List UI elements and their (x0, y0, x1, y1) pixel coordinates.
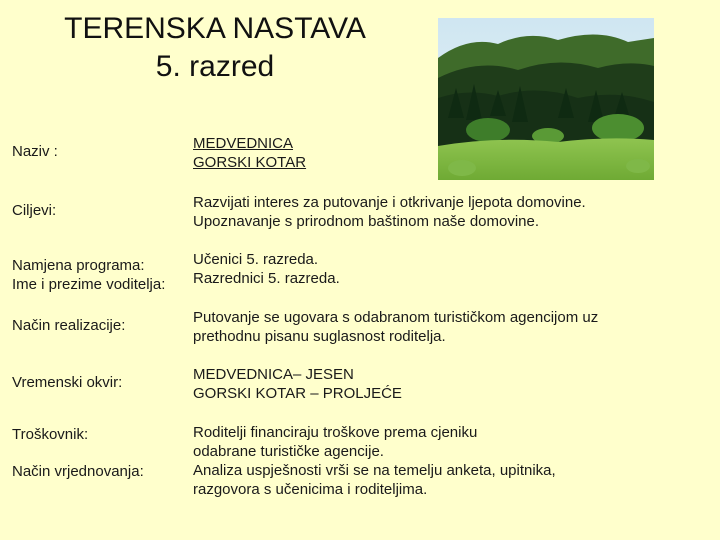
vremenski-okvir-line-1: MEDVEDNICA– JESEN (193, 366, 354, 383)
title-line-1: TERENSKA NASTAVA (64, 12, 366, 45)
label-namjena (12, 256, 192, 294)
nacin-vrjednovanja-line-1: Analiza uspješnosti vrši se na temelju anketa, upitnika, (193, 462, 556, 479)
namjena-label-line-2: Ime i prezime voditelja: (12, 276, 166, 293)
label-nacin-vrjednovanja: Način vrjednovanja: (12, 463, 144, 480)
value-troskovnik (193, 423, 663, 461)
naziv-line-2: GORSKI KOTAR (193, 154, 307, 171)
value-vremenski-okvir (193, 365, 663, 403)
value-naziv (193, 134, 663, 172)
ciljevi-line-2: Upoznavanje s prirodnom baštinom naše domovine. (193, 213, 540, 230)
title-line-2: 5. razred (155, 50, 275, 83)
nacin-realizacije-line-1: Putovanje se ugovara s odabranom turističkom agencijom uz (193, 309, 599, 326)
label-troskovnik: Troškovnik: (12, 426, 89, 443)
label-vremenski-okvir: Vremenski okvir: (12, 374, 123, 391)
naziv-line-1: MEDVEDNICA (193, 135, 294, 152)
value-nacin-realizacije (193, 308, 663, 346)
troskovnik-line-2: odabrane turističke agencije. (193, 443, 384, 460)
value-namjena (193, 250, 663, 288)
nacin-realizacije-line-2: prethodnu pisanu suglasnost roditelja. (193, 328, 446, 345)
namjena-line-1: Učenici 5. razreda. (193, 251, 319, 268)
ciljevi-line-1: Razvijati interes za putovanje i otkrivanje ljepota domovine. (193, 194, 586, 211)
namjena-label-line-1: Namjena programa: (12, 257, 145, 274)
nacin-vrjednovanja-line-2: razgovora s učenicima i roditeljima. (193, 481, 428, 498)
value-ciljevi (193, 193, 663, 231)
vremenski-okvir-line-2: GORSKI KOTAR – PROLJEĆE (193, 385, 402, 402)
label-ciljevi: Ciljevi: (12, 202, 57, 219)
troskovnik-line-1: Roditelji financiraju troškove prema cjeniku (193, 424, 478, 441)
label-nacin-realizacije: Način realizacije: (12, 317, 126, 334)
label-naziv: Naziv : (12, 143, 58, 160)
page-title (30, 10, 400, 86)
value-nacin-vrjednovanja (193, 461, 663, 499)
namjena-line-2: Razrednici 5. razreda. (193, 270, 340, 287)
